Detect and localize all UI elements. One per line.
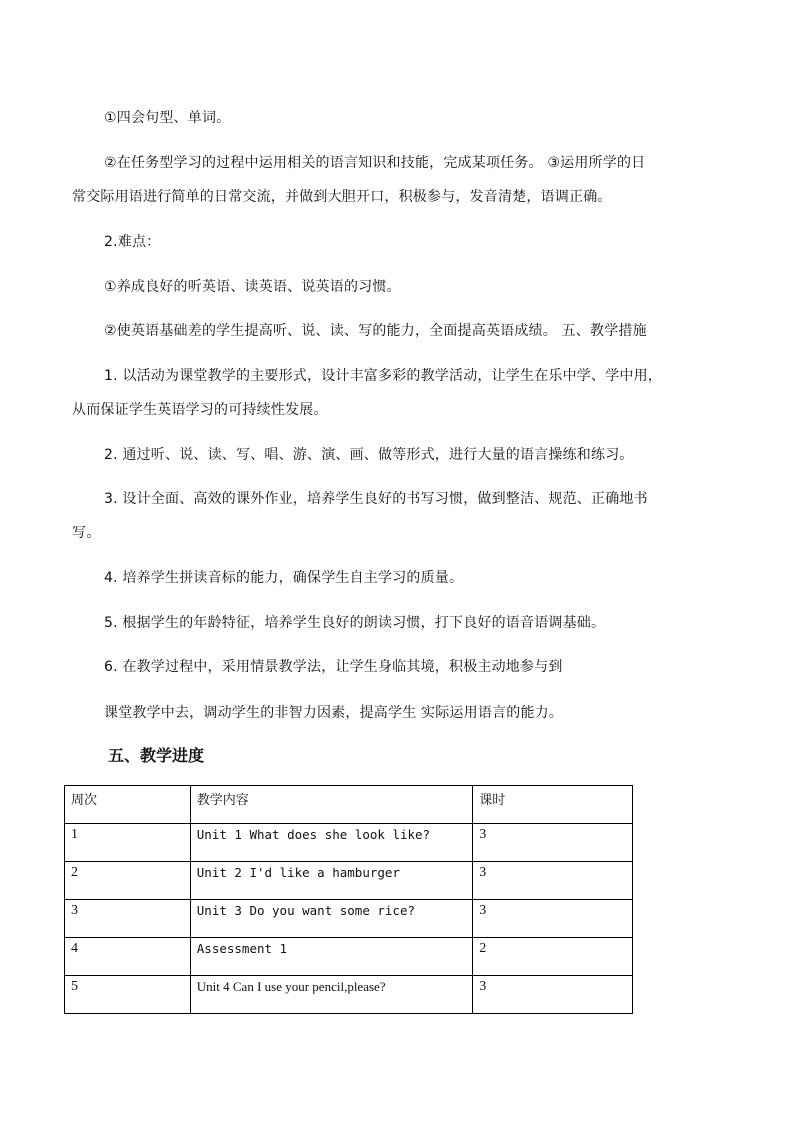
cell-week: 3 <box>65 900 191 938</box>
paragraph-habits: ①养成良好的听英语、读英语、说英语的习惯。 <box>104 279 401 295</box>
header-hours: 课时 <box>473 786 633 824</box>
measure-3-line2: 写。 <box>72 525 101 541</box>
measure-1-line2: 从而保证学生英语学习的可持续性发展。 <box>72 402 328 418</box>
paragraph-task-learning-line1: ②在任务型学习的过程中运用相关的语言知识和技能，完成某项任务。 ③运用所学的日 <box>104 155 646 171</box>
section-title-teaching-schedule: 五、教学进度 <box>108 746 205 765</box>
measure-6-line2: 课堂教学中去，调动学生的非智力因素，提高学生 实际运用语言的能力。 <box>104 705 564 721</box>
table-header-row <box>65 786 633 824</box>
table-row <box>65 900 633 938</box>
cell-hours: 3 <box>473 976 633 1014</box>
paragraph-four-skills: ①四会句型、单词。 <box>104 110 231 126</box>
measure-5: 5. 根据学生的年龄特征，培养学生良好的朗读习惯，打下良好的语音语调基础。 <box>104 615 606 631</box>
table-row <box>65 862 633 900</box>
cell-hours: 3 <box>473 900 633 938</box>
header-week: 周次 <box>65 786 191 824</box>
paragraph-improve-scores: ②使英语基础差的学生提高听、说、读、写的能力，全面提高英语成绩。 五、教学措施 <box>104 323 647 339</box>
header-content: 教学内容 <box>190 786 473 824</box>
paragraph-task-learning-line2: 常交际用语进行简单的日常交流，并做到大胆开口，积极参与，发音清楚，语调正确。 <box>72 189 612 205</box>
cell-week: 4 <box>65 938 191 976</box>
cell-content: Assessment 1 <box>190 938 473 976</box>
measure-6-line1: 6. 在教学过程中，采用情景教学法，让学生身临其境，积极主动地参与到 <box>104 659 563 675</box>
cell-hours: 2 <box>473 938 633 976</box>
table-row <box>65 938 633 976</box>
difficulty-label: 2.难点： <box>104 234 161 250</box>
cell-content: Unit 3 Do you want some rice? <box>190 900 473 938</box>
cell-hours: 3 <box>473 824 633 862</box>
cell-content: Unit 2 I'd like a hamburger <box>190 862 473 900</box>
measure-3-line1: 3. 设计全面、高效的课外作业，培养学生良好的书写习惯，做到整洁、规范、正确地书 <box>104 491 648 507</box>
cell-content: Unit 4 Can I use your pencil,please? <box>190 976 473 1014</box>
teaching-schedule-table <box>64 785 633 1014</box>
cell-hours: 3 <box>473 862 633 900</box>
table-row <box>65 976 633 1014</box>
table-row <box>65 824 633 862</box>
measure-1-line1: 1. 以活动为课堂教学的主要形式，设计丰富多彩的教学活动，让学生在乐中学、学中用， <box>104 368 663 384</box>
cell-week: 2 <box>65 862 191 900</box>
cell-week: 1 <box>65 824 191 862</box>
cell-content: Unit 1 What does she look like? <box>190 824 473 862</box>
measure-2: 2. 通过听、说、读、写、唱、游、演、画、做等形式，进行大量的语言操练和练习。 <box>104 447 634 463</box>
cell-week: 5 <box>65 976 191 1014</box>
measure-4: 4. 培养学生拼读音标的能力，确保学生自主学习的质量。 <box>104 570 464 586</box>
